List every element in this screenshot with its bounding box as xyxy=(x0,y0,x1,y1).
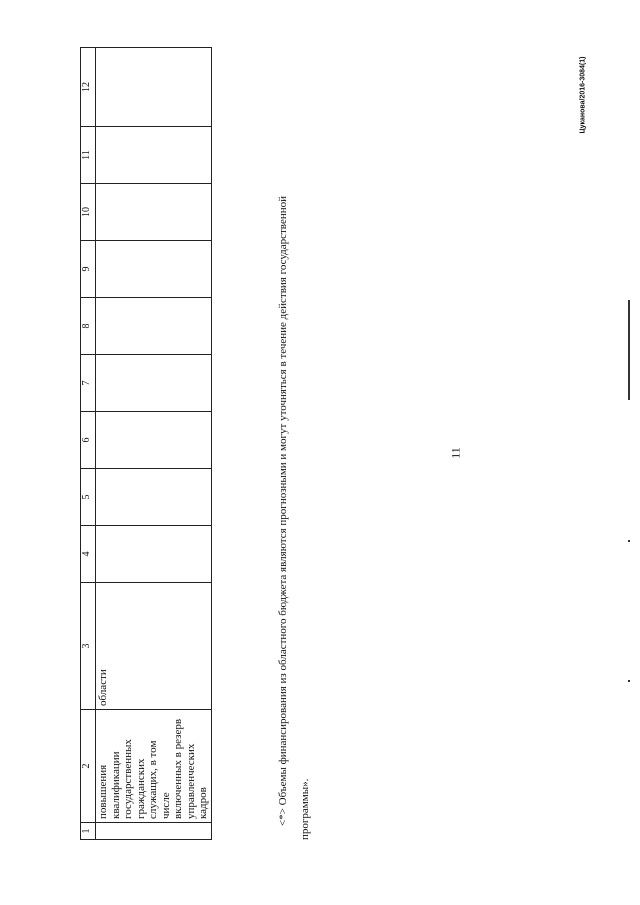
header-cell-11: 11 xyxy=(81,127,96,184)
cell-col5 xyxy=(96,469,212,526)
cell-col10 xyxy=(96,184,212,241)
cell-col2-line: государственных xyxy=(122,739,134,819)
header-cell-1: 1 xyxy=(81,823,96,840)
cell-col2-line: гражданских xyxy=(134,758,147,819)
cell-col12 xyxy=(96,48,212,127)
header-cell-4: 4 xyxy=(81,526,96,583)
rotated-sheet xyxy=(80,70,311,840)
header-cell-10: 10 xyxy=(81,184,96,241)
header-cell-5: 5 xyxy=(81,469,96,526)
header-cell-7: 7 xyxy=(81,355,96,412)
header-cell-12: 12 xyxy=(81,48,96,127)
table-header-row xyxy=(81,48,96,840)
scan-edge-mark xyxy=(628,300,630,400)
document-stamp: Цуканова/2016-3084(1) xyxy=(579,56,587,134)
cell-col9 xyxy=(96,241,212,298)
header-cell-8: 8 xyxy=(81,298,96,355)
header-cell-9: 9 xyxy=(81,241,96,298)
scan-edge-mark xyxy=(628,680,630,682)
header-cell-2: 2 xyxy=(81,710,96,823)
cell-col7 xyxy=(96,355,212,412)
cell-col2-line: квалификации xyxy=(109,751,122,819)
cell-col2-line: включенных в резерв xyxy=(172,718,184,819)
scan-edge-mark xyxy=(628,540,630,542)
table-row xyxy=(96,48,212,840)
footnote xyxy=(276,70,312,840)
page-number: 11 xyxy=(448,447,463,459)
cell-col1 xyxy=(96,823,212,840)
cell-col4 xyxy=(96,526,212,583)
cell-col2 xyxy=(96,710,212,823)
cell-col3: области xyxy=(96,583,212,710)
header-cell-3: 3 xyxy=(81,583,96,710)
cell-col2-line: служащих, в том числе xyxy=(147,740,172,819)
cell-col11 xyxy=(96,127,212,184)
footnote-continuation: программы». xyxy=(299,778,311,840)
cell-col6 xyxy=(96,412,212,469)
footnote-text: <*> Объемы финансирования из областного бюджета являются прогнозными и могут уточняться в течение действия государственной xyxy=(277,196,289,826)
cell-col2-line: повышения xyxy=(97,764,109,819)
header-cell-6: 6 xyxy=(81,412,96,469)
cell-col8 xyxy=(96,298,212,355)
program-table xyxy=(80,47,212,840)
cell-col2-line: управленческих кадров xyxy=(184,743,209,819)
